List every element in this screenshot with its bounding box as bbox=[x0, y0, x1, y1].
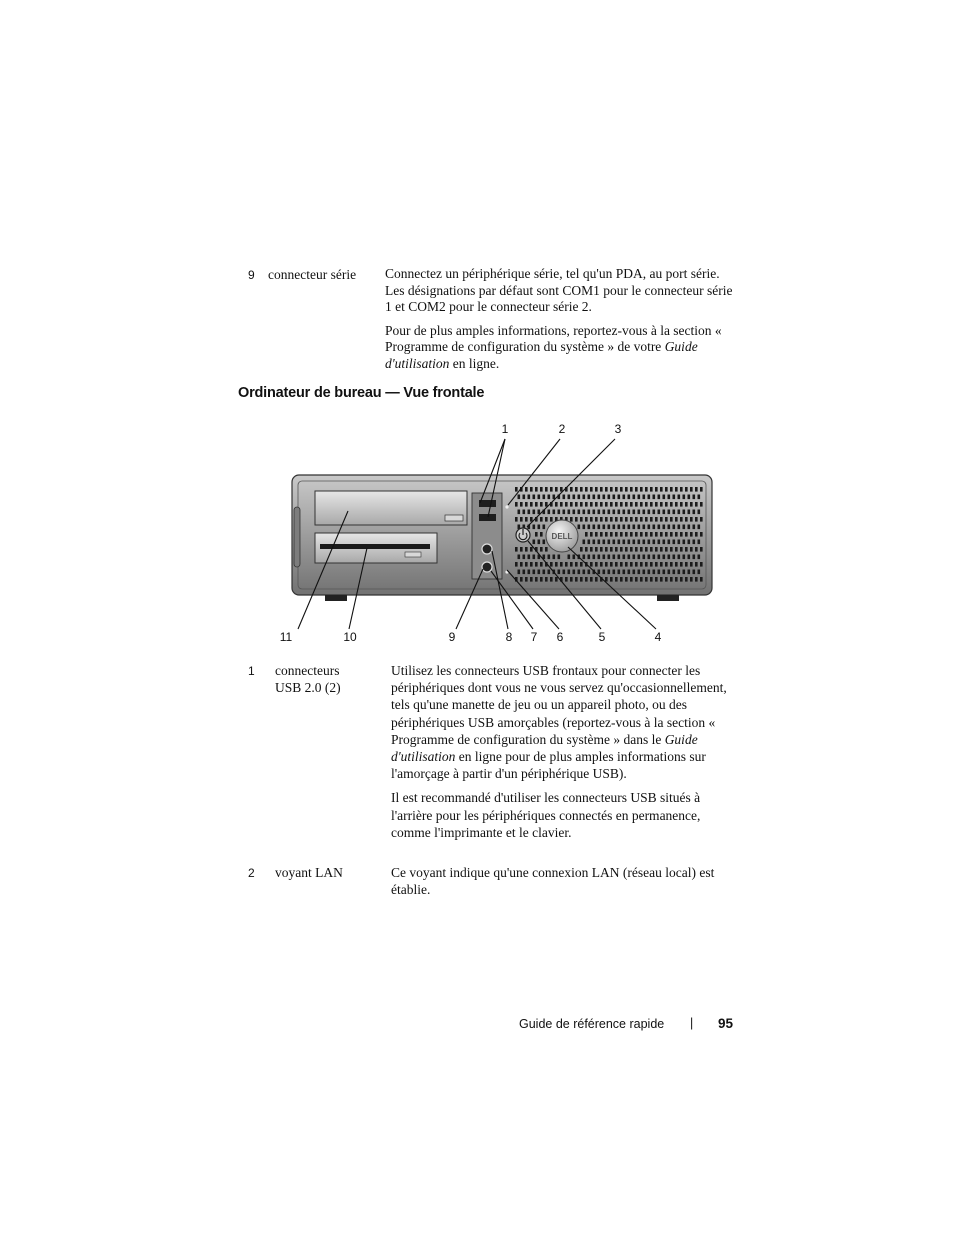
paragraph: Utilisez les connecteurs USB frontaux pour connecter les périphériques dont vous ne vous servez qu'occasionnellement, tels qu'une manette de jeu ou un appareil photo, ou des périphériques USB amorçables (reportez-vous à la section « Programme de configuration du système » dans le Guide d'utilisation en ligne pour de plus amples informations sur l'amorçage à partir d'un périphérique USB). bbox=[391, 663, 727, 782]
callout-5: 5 bbox=[598, 630, 606, 644]
front-view-figure bbox=[270, 415, 750, 655]
callout-7: 7 bbox=[530, 630, 538, 644]
callout-4: 4 bbox=[654, 630, 662, 644]
row-term: connecteurs USB 2.0 (2) bbox=[275, 663, 341, 695]
paragraph: Pour de plus amples informations, reportez-vous à la section « Programme de configuration du système » de votre Guide d'utilisation en ligne. bbox=[385, 322, 722, 371]
paragraph: Connectez un périphérique série, tel qu'un PDA, au port série. Les désignations par défaut sont COM1 pour le connecteur série 1 et COM2 pour le connecteur série 2. bbox=[385, 266, 733, 314]
row-number: 2 bbox=[248, 866, 255, 880]
optical-eject-button bbox=[445, 515, 463, 521]
row-number: 9 bbox=[248, 268, 255, 282]
row-description bbox=[391, 864, 733, 905]
row-term: voyant LAN bbox=[275, 865, 343, 880]
footer-separator: | bbox=[690, 1016, 694, 1030]
callout-2: 2 bbox=[558, 422, 566, 436]
callout-3: 3 bbox=[614, 422, 622, 436]
row-number: 1 bbox=[248, 664, 255, 678]
headphone-jack bbox=[482, 544, 492, 554]
computer-front-illustration bbox=[270, 415, 750, 655]
callout-9: 9 bbox=[448, 630, 456, 644]
callout-10: 10 bbox=[343, 630, 357, 644]
footer-title: Guide de référence rapide bbox=[519, 1017, 665, 1031]
microphone-jack bbox=[482, 562, 492, 572]
row-term: connecteur série bbox=[268, 267, 357, 282]
floppy-eject-button bbox=[405, 552, 421, 557]
lan-light bbox=[505, 505, 508, 508]
callout-6: 6 bbox=[556, 630, 564, 644]
callout-8: 8 bbox=[505, 630, 513, 644]
floppy-slot bbox=[320, 544, 430, 549]
paragraph: Ce voyant indique qu'une connexion LAN (réseau local) est établie. bbox=[391, 865, 715, 898]
usb-port bbox=[479, 500, 496, 507]
callout-1: 1 bbox=[501, 422, 509, 436]
usb-port bbox=[479, 514, 496, 521]
dell-logo-text: DELL bbox=[551, 532, 573, 541]
page-number: 95 bbox=[718, 1016, 734, 1031]
optical-drive bbox=[315, 491, 467, 525]
section-heading: Ordinateur de bureau — Vue frontale bbox=[238, 385, 485, 401]
foot bbox=[325, 595, 347, 601]
row-description bbox=[391, 662, 733, 848]
row-description bbox=[385, 266, 737, 379]
paragraph: Il est recommandé d'utiliser les connecteurs USB situés à l'arrière pour les périphériques connectés en permanence, comme l'imprimante et le clavier. bbox=[391, 790, 701, 840]
foot bbox=[657, 595, 679, 601]
callout-11: 11 bbox=[279, 630, 293, 644]
